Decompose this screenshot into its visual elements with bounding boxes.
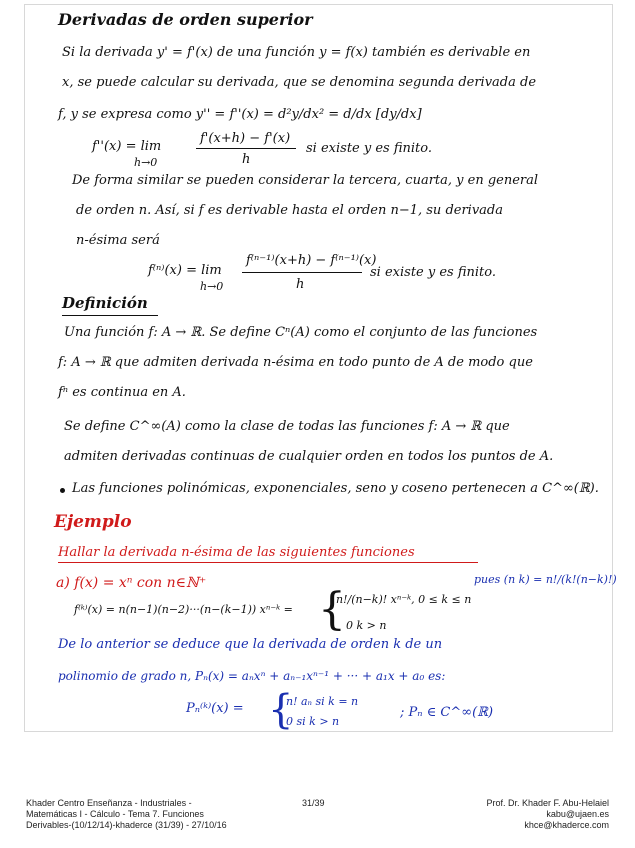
text-line: de orden n. Así, si f es derivable hasta el orden n−1, su derivada [76, 203, 503, 218]
smoothness-note: ; Pₙ ∈ C^∞(ℝ) [400, 705, 494, 720]
equation-lhs: f⁽ⁿ⁾(x) = lim [148, 263, 222, 278]
bullet-text: Las funciones polinómicas, exponenciales, seno y coseno pertenecen a C^∞(ℝ). [72, 481, 599, 496]
case-line: 0 k > n [346, 619, 387, 632]
fraction-denominator: h [242, 152, 251, 167]
example-item-a: a) f(x) = xⁿ con n∈ℕ⁺ [56, 575, 207, 591]
definition-title: Definición [62, 294, 148, 312]
condition-text: si existe y es finito. [306, 141, 432, 156]
text-line: f, y se expresa como y'' = f''(x) = d²y/dx² = d/dx [dy/dx] [58, 107, 422, 122]
text-line: x, se puede calcular su derivada, que se denomina segunda derivada de [62, 75, 537, 90]
equation-lhs: f''(x) = lim [92, 139, 162, 154]
fraction-bar [196, 148, 296, 149]
footer-right-line: Prof. Dr. Khader F. Abu-Helaiel [486, 798, 609, 808]
text-line: De lo anterior se deduce que la derivada de orden k de un [58, 637, 443, 652]
title-underline [62, 315, 158, 316]
fraction-denominator: h [296, 277, 305, 292]
brace: { [318, 584, 346, 635]
case-line: 0 si k > n [286, 715, 340, 728]
footer-right-line: kabu@ujaen.es [546, 809, 609, 819]
fraction-numerator: f'(x+h) − f'(x) [200, 131, 291, 146]
case-line: n! aₙ si k = n [286, 695, 359, 708]
footer-left-line: Matemáticas I - Cálculo - Tema 7. Funciones [26, 809, 204, 819]
text-line: fⁿ es continua en A. [58, 385, 186, 400]
text-line: Una función f: A → ℝ. Se define Cⁿ(A) como el conjunto de las funciones [64, 325, 538, 340]
footer-left-line: Khader Centro Enseñanza - Industriales - [26, 798, 192, 808]
example-task: Hallar la derivada n-ésima de las siguientes funciones [58, 545, 415, 560]
text-line: De forma similar se pueden considerar la tercera, cuarta, y en general [72, 173, 539, 188]
limit-subscript: h→0 [200, 280, 224, 293]
text-line: Si la derivada y' = f'(x) de una función y = f(x) también es derivable en [62, 45, 531, 60]
fraction-bar [242, 272, 362, 273]
text-line: polinomio de grado n, Pₙ(x) = aₙxⁿ + aₙ₋₁xⁿ⁻¹ + ··· + a₁x + a₀ es: [58, 669, 446, 683]
example-title: Ejemplo [54, 512, 132, 532]
case-line: n!/(n−k)! xⁿ⁻ᵏ, 0 ≤ k ≤ n [336, 593, 472, 606]
page-number: 31/39 [302, 798, 325, 808]
equation-lhs: Pₙ⁽ᵏ⁾(x) = [186, 701, 244, 716]
task-underline [58, 562, 478, 563]
text-line: Se define C^∞(A) como la clase de todas las funciones f: A → ℝ que [64, 419, 510, 434]
equation-lhs: f⁽ᵏ⁾(x) = n(n−1)(n−2)···(n−(k−1)) xⁿ⁻ᵏ = [74, 603, 293, 616]
binomial-note: pues (n k) = n!/(k!(n−k)!) [474, 573, 617, 586]
footer-left-line: Derivables-(10/12/14)-khaderce (31/39) - 27/10/16 [26, 820, 227, 830]
fraction-numerator: f⁽ⁿ⁻¹⁾(x+h) − f⁽ⁿ⁻¹⁾(x) [246, 253, 377, 268]
bullet-dot [60, 488, 65, 493]
text-line: n-ésima será [76, 233, 160, 248]
text-line: f: A → ℝ que admiten derivada n-ésima en todo punto de A de modo que [58, 355, 533, 370]
condition-text: si existe y es finito. [370, 265, 496, 280]
brace: { [268, 687, 294, 733]
limit-subscript: h→0 [134, 156, 158, 169]
footer-right-line: khce@khaderce.com [524, 820, 609, 830]
section-title: Derivadas de orden superior [58, 10, 313, 29]
text-line: admiten derivadas continuas de cualquier orden en todos los puntos de A. [64, 449, 554, 464]
